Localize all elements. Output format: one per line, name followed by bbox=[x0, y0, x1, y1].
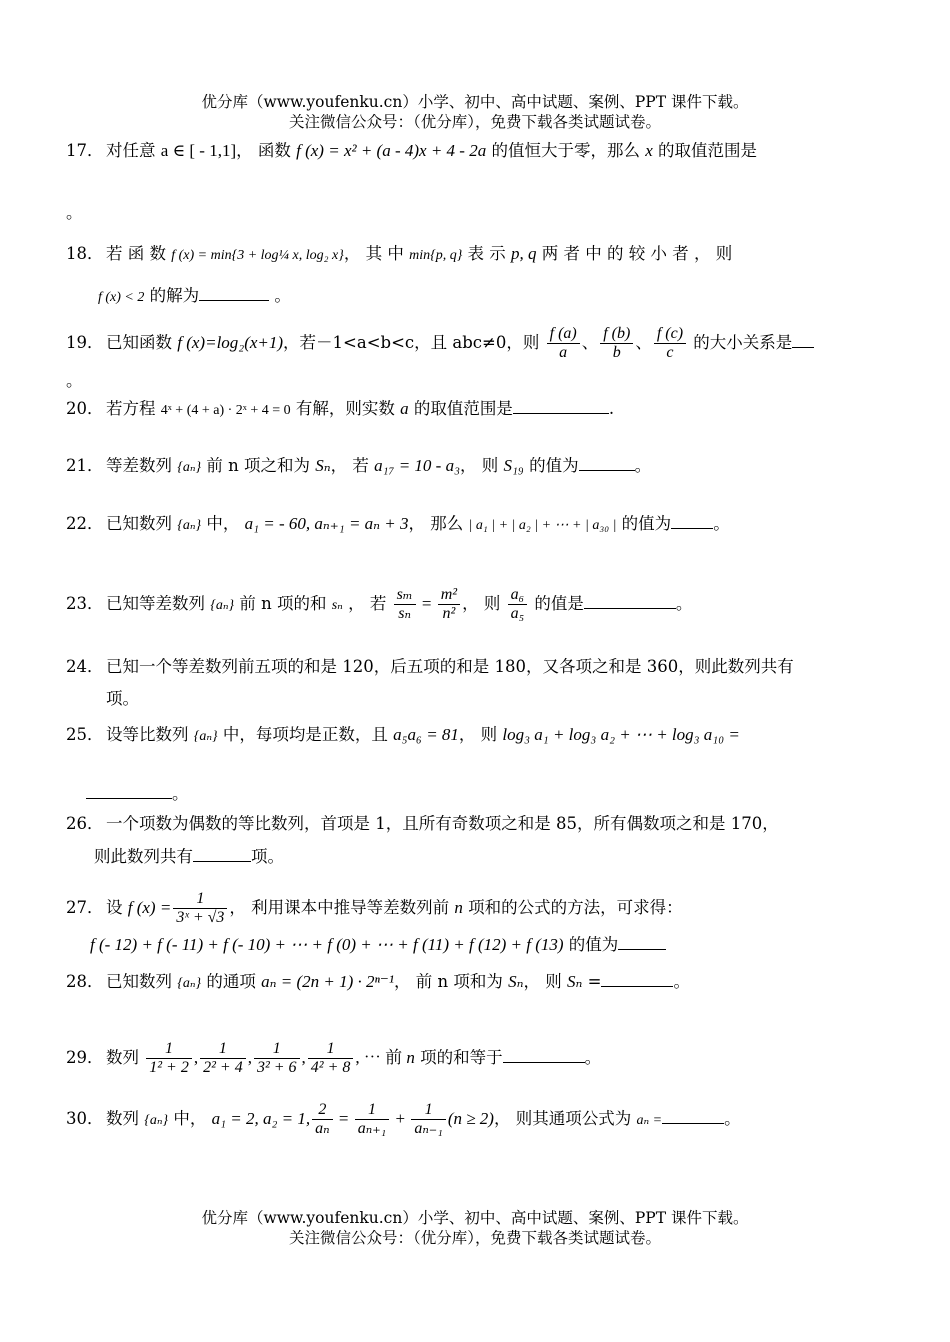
q23-math-1: {aₙ} bbox=[210, 598, 235, 613]
q17-continuation: 。 bbox=[66, 203, 83, 222]
q21-text-2: 前 n 项之和为 bbox=[201, 456, 316, 475]
q27-line-2 bbox=[90, 933, 666, 956]
comma: , bbox=[247, 1048, 252, 1067]
denominator: aₙ₊₁ bbox=[357, 1120, 387, 1137]
footer-line-2: 关注微信公众号：（优分库），免费下载各类试题试卷。 bbox=[288, 1229, 661, 1247]
q25-text-3: ， 则 bbox=[458, 725, 503, 744]
q25-text-2: 中，每项均是正数，且 bbox=[217, 725, 394, 744]
header-line-1: 优分库（www.youfenku.cn）小学、初中、高中试题、案例、PPT 课件下载。 bbox=[201, 93, 749, 111]
q21-math-2: Sₙ bbox=[315, 456, 331, 475]
q25-math-1: {aₙ} bbox=[193, 729, 218, 744]
question-18 bbox=[66, 243, 878, 267]
q20-text-1: 若方程 bbox=[106, 399, 161, 418]
q29-math-2: n bbox=[406, 1048, 415, 1067]
question-23 bbox=[66, 586, 878, 623]
question-number: 21． bbox=[66, 456, 104, 475]
q25-continuation: 。 bbox=[172, 784, 189, 803]
fraction bbox=[173, 890, 227, 927]
answer-blank[interactable] bbox=[579, 454, 635, 471]
q17-text-1: 对任意 bbox=[106, 141, 161, 160]
question-25 bbox=[66, 724, 878, 748]
question-number: 28． bbox=[66, 972, 104, 991]
q27-text-1: 设 bbox=[106, 898, 128, 917]
q17-text-2: ， 函数 bbox=[236, 141, 297, 160]
page-footer bbox=[0, 1208, 950, 1248]
q21-math-3: a₁₇ = 10 - a₃ bbox=[374, 456, 460, 475]
numerator: a₆ bbox=[508, 586, 528, 605]
question-number: 30． bbox=[66, 1109, 104, 1128]
q27-text-3: 项和的公式的方法，可求得： bbox=[462, 898, 683, 917]
denominator: a₅ bbox=[510, 605, 525, 622]
numerator: m² bbox=[438, 586, 460, 605]
q18-math-4: f (x) < 2 bbox=[98, 290, 145, 305]
denominator: 4² + 8 bbox=[310, 1059, 351, 1076]
question-number: 26． bbox=[66, 814, 104, 833]
q28-math-2: aₙ = (2n + 1) · 2ⁿ⁻¹ bbox=[261, 972, 394, 991]
question-number: 25． bbox=[66, 725, 104, 744]
q28-text-1: 已知数列 bbox=[106, 972, 178, 991]
q18-text-1: 若 函 数 bbox=[106, 244, 172, 263]
question-number: 18． bbox=[66, 244, 104, 263]
question-28 bbox=[66, 970, 878, 995]
q18-text-4: 两 者 中 的 较 小 者 ， 则 bbox=[536, 244, 733, 263]
fraction bbox=[654, 325, 686, 362]
question-number: 24． bbox=[66, 657, 104, 676]
denominator: 3ˣ + √3 bbox=[176, 909, 225, 926]
numerator: 1 bbox=[200, 1040, 246, 1059]
fraction bbox=[312, 1101, 332, 1138]
question-number: 22． bbox=[66, 514, 104, 533]
q21-text-5: 的值为 bbox=[523, 456, 579, 475]
q18-text-5: 的解为 bbox=[144, 286, 200, 305]
q23-math-2: sₙ bbox=[331, 598, 343, 613]
answer-blank[interactable] bbox=[584, 592, 676, 609]
answer-blank[interactable] bbox=[618, 933, 666, 950]
q29-text-2: , ⋯ 前 bbox=[355, 1048, 407, 1067]
numerator: 1 bbox=[308, 1040, 354, 1059]
question-24 bbox=[66, 656, 878, 678]
q17-text-3: 的值恒大于零，那么 bbox=[486, 141, 646, 160]
q24-continuation: 项。 bbox=[106, 689, 139, 708]
q18-math-1: f (x) = min{3 + log¼ x, log₂ x} bbox=[171, 248, 344, 263]
denominator: b bbox=[612, 344, 621, 361]
denominator: aₙ bbox=[315, 1120, 330, 1137]
numerator: 1 bbox=[355, 1101, 390, 1120]
question-number: 27． bbox=[66, 898, 104, 917]
q29-text-1: 数列 bbox=[106, 1048, 145, 1067]
fraction bbox=[200, 1040, 246, 1077]
q18-text-2: ， 其 中 bbox=[343, 244, 410, 263]
q25-math-2: a₅a₆ = 81 bbox=[393, 725, 459, 744]
q27-text-2: ， 利用课本中推导等差数列前 bbox=[229, 898, 455, 917]
header-line-2: 关注微信公众号：（优分库），免费下载各类试题试卷。 bbox=[288, 113, 661, 131]
q26-text: 一个项数为偶数的等比数列，首项是 1，且所有奇数项之和是 85，所有偶数项之和是 170， bbox=[106, 814, 779, 833]
q21-text-6: 。 bbox=[634, 456, 652, 475]
question-27 bbox=[66, 890, 878, 927]
q17-math-3: x bbox=[645, 141, 653, 160]
q25-math-3: log₃ a₁ + log₃ a₂ + ⋯ + log₃ a₁₀ = bbox=[502, 725, 740, 744]
q30-text-4: 。 bbox=[724, 1109, 741, 1128]
q23-text-3: ， 若 bbox=[342, 594, 392, 613]
equals-sign: = bbox=[417, 594, 436, 613]
denominator: c bbox=[666, 344, 674, 361]
q28-text-4: ， 则 bbox=[523, 972, 567, 991]
q23-text-6: 。 bbox=[675, 594, 693, 613]
q22-text-2: 中， bbox=[201, 514, 245, 533]
fraction bbox=[308, 1040, 354, 1077]
q21-text-4: ， 则 bbox=[460, 456, 504, 475]
denominator: 3² + 6 bbox=[256, 1059, 297, 1076]
q22-math-1: {aₙ} bbox=[177, 518, 202, 533]
numerator: f (a) bbox=[547, 325, 580, 344]
question-number: 19． bbox=[66, 333, 104, 352]
question-21 bbox=[66, 454, 878, 479]
q17-text-4: 的取值范围是 bbox=[652, 141, 758, 160]
q19-math-1: f (x)=log₂(x+1) bbox=[177, 333, 284, 352]
q21-text-1: 等差数列 bbox=[106, 456, 178, 475]
q21-math-4: S₁₉ bbox=[503, 456, 524, 475]
q19-text-3: 的大小关系是 bbox=[688, 333, 793, 352]
q21-text-3: ， 若 bbox=[330, 456, 375, 475]
q17-math-2: f (x) = x² + (a - 4)x + 4 - 2a bbox=[296, 141, 487, 160]
q20-math-1: 4ˣ + (4 + a) · 2ˣ + 4 = 0 bbox=[160, 403, 291, 418]
answer-blank[interactable] bbox=[671, 512, 713, 529]
answer-blank[interactable] bbox=[199, 284, 269, 301]
q20-text-3: 的取值范围是 bbox=[408, 399, 513, 418]
numerator: 1 bbox=[411, 1101, 446, 1120]
q18-text-3: 表 示 bbox=[462, 244, 512, 263]
q30-math-2: a₁ = 2, a₂ = 1, bbox=[211, 1109, 311, 1128]
question-29 bbox=[66, 1040, 878, 1077]
answer-blank[interactable] bbox=[601, 970, 673, 987]
q30-text-2: 中， bbox=[168, 1109, 212, 1128]
q27-math-1: f (x) = bbox=[127, 898, 172, 917]
q22-math-3: | a₁ | + | a₂ | + ⋯ + | a₃₀ | bbox=[468, 518, 617, 533]
comma: , bbox=[301, 1048, 306, 1067]
q29-text-4: 。 bbox=[584, 1048, 602, 1067]
q23-text-4: ， 则 bbox=[462, 594, 506, 613]
q25-text-1: 设等比数列 bbox=[106, 725, 194, 744]
plus-sign: + bbox=[391, 1109, 410, 1128]
fraction bbox=[600, 325, 633, 362]
q20-text-2: 有解，则实数 bbox=[290, 399, 401, 418]
fraction bbox=[394, 586, 416, 623]
q23-text-1: 已知等差数列 bbox=[106, 594, 211, 613]
q17-math-1: a ∈ [ - 1,1] bbox=[160, 141, 237, 160]
numerator: f (b) bbox=[600, 325, 633, 344]
q28-text-6: 。 bbox=[673, 972, 690, 991]
separator: 、 bbox=[635, 333, 652, 352]
question-number: 23． bbox=[66, 594, 104, 613]
q21-math-1: {aₙ} bbox=[177, 460, 202, 475]
q18-line-2 bbox=[98, 284, 291, 309]
numerator: 1 bbox=[254, 1040, 300, 1059]
q27-math-2: n bbox=[454, 898, 463, 917]
q23-text-5: 的值是 bbox=[529, 594, 584, 613]
q19-continuation: 。 bbox=[66, 371, 83, 390]
numerator: 1 bbox=[146, 1040, 192, 1059]
fraction bbox=[146, 1040, 192, 1077]
q20-math-2: a bbox=[400, 399, 409, 418]
q28-text-5: = bbox=[582, 972, 602, 991]
q30-math-3: (n ≥ 2) bbox=[447, 1109, 494, 1128]
q19-text-1: 已知函数 bbox=[106, 333, 178, 352]
question-22 bbox=[66, 512, 878, 537]
q28-text-3: ， 前 n 项和为 bbox=[393, 972, 509, 991]
denominator: 2² + 4 bbox=[203, 1059, 243, 1076]
fraction bbox=[254, 1040, 300, 1077]
numerator: 1 bbox=[173, 890, 227, 909]
q22-text-4: 的值为 bbox=[616, 514, 672, 533]
denominator: aₙ₋₁ bbox=[414, 1120, 443, 1137]
answer-blank[interactable] bbox=[503, 1046, 585, 1063]
numerator: f (c) bbox=[654, 325, 686, 344]
q18-text-6: 。 bbox=[269, 286, 291, 305]
q30-text-3: ， 则其通项公式为 bbox=[493, 1109, 637, 1128]
q22-text-1: 已知数列 bbox=[106, 514, 178, 533]
q22-text-3: ， 那么 bbox=[408, 514, 469, 533]
question-30 bbox=[66, 1101, 878, 1138]
q23-text-2: 前 n 项的和 bbox=[234, 594, 332, 613]
denominator: sₙ bbox=[398, 605, 411, 622]
question-26 bbox=[66, 813, 878, 835]
denominator: n² bbox=[442, 605, 456, 622]
denominator: 1² + 2 bbox=[149, 1059, 189, 1076]
q20-text-4: . bbox=[608, 399, 615, 418]
q28-math-3: Sₙ bbox=[508, 972, 524, 991]
q24-text: 已知一个等差数列前五项的和是 120，后五项的和是 180，又各项之和是 360，则此数列共有 bbox=[106, 657, 794, 676]
question-20 bbox=[66, 397, 878, 422]
q28-text-2: 的通项 bbox=[201, 972, 262, 991]
q26-continuation-1: 则此数列共有 bbox=[94, 847, 193, 866]
q19-text-2: ，若－1<a<b<c，且 abc≠0，则 bbox=[283, 333, 545, 352]
question-number: 29． bbox=[66, 1048, 104, 1067]
answer-blank[interactable] bbox=[662, 1107, 724, 1124]
answer-blank[interactable] bbox=[513, 397, 609, 414]
equals-sign: = bbox=[334, 1109, 353, 1128]
footer-line-1: 优分库（www.youfenku.cn）小学、初中、高中试题、案例、PPT 课件下载。 bbox=[201, 1209, 749, 1227]
q18-math-3: p, q bbox=[511, 244, 537, 263]
fraction bbox=[438, 586, 460, 623]
answer-blank[interactable] bbox=[86, 782, 172, 799]
question-19 bbox=[66, 325, 878, 362]
fraction bbox=[547, 325, 580, 362]
q22-text-5: 。 bbox=[713, 514, 730, 533]
fraction bbox=[355, 1101, 390, 1138]
q28-math-4: Sₙ bbox=[566, 972, 583, 991]
denominator: a bbox=[559, 344, 568, 361]
q30-math-4: aₙ = bbox=[636, 1113, 663, 1128]
q30-math-1: {aₙ} bbox=[144, 1113, 169, 1128]
q27-sum-expression: f (- 12) + f (- 11) + f (- 10) + ⋯ + f (0) + ⋯ + f (11) + f (12) + f (13) bbox=[90, 935, 564, 954]
q27-continuation: 的值为 bbox=[563, 935, 619, 954]
numerator: 2 bbox=[312, 1101, 332, 1120]
comma: , bbox=[193, 1048, 199, 1067]
q22-math-2: a₁ = - 60, aₙ₊₁ = aₙ + 3 bbox=[244, 514, 409, 533]
q25-line-2 bbox=[86, 782, 189, 805]
fraction bbox=[508, 586, 528, 623]
answer-blank[interactable] bbox=[193, 845, 251, 862]
q29-text-3: 项的和等于 bbox=[414, 1048, 503, 1067]
q30-text-1: 数列 bbox=[106, 1109, 145, 1128]
q26-line-2 bbox=[94, 845, 284, 868]
question-number: 20． bbox=[66, 399, 104, 418]
question-number: 17． bbox=[66, 141, 104, 160]
page-header bbox=[0, 92, 950, 132]
numerator: sₘ bbox=[394, 586, 416, 605]
q28-math-1: {aₙ} bbox=[177, 976, 202, 991]
q26-continuation-2: 项。 bbox=[251, 847, 284, 866]
fraction bbox=[411, 1101, 446, 1138]
answer-blank[interactable] bbox=[792, 331, 814, 348]
question-17 bbox=[66, 140, 878, 162]
separator: 、 bbox=[581, 333, 599, 352]
q18-math-2: min{p, q} bbox=[409, 248, 463, 263]
